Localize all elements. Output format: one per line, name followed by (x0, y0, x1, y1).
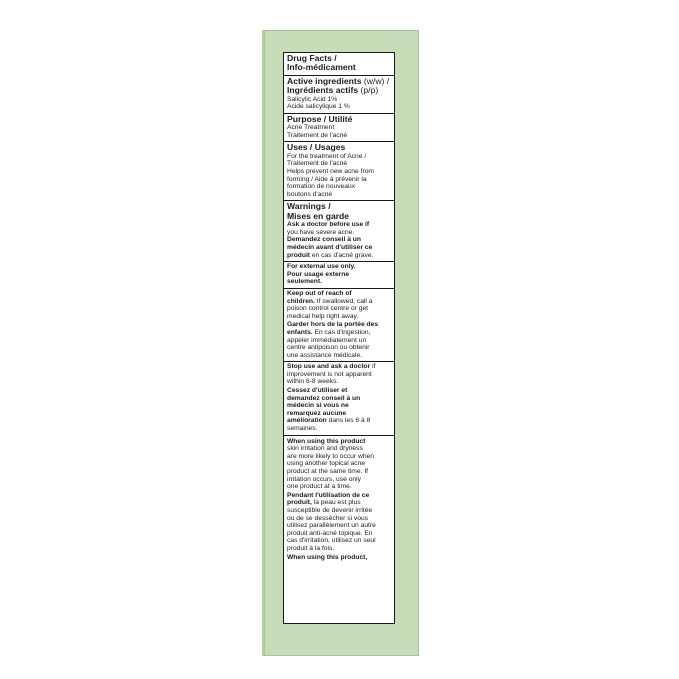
ask-doctor-en-text: you have severe acne. (287, 228, 355, 236)
drug-facts-panel (283, 52, 395, 624)
stop-use-en-bold: Stop use and ask a doctor (287, 363, 371, 371)
stop-use-fr-text-2: semaines. (287, 425, 318, 433)
active-ingredient-en: Salicylic Acid 1% (287, 95, 338, 103)
when-using-en-text: product at the same time. If (287, 468, 369, 475)
stop-use-fr-line (287, 417, 391, 425)
ask-doctor-fr-bold-3: produit (287, 251, 311, 259)
stop-use-fr-bold-3: médecin si vous ne (287, 402, 349, 410)
active-heading-fr (287, 86, 391, 95)
when-using-fr-bold: Pendant l'utilisation de ce (287, 491, 370, 499)
keep-out-en-line (287, 298, 391, 306)
keep-out-fr-line (287, 329, 391, 337)
warnings-ask-section (284, 201, 394, 262)
when-using-fr-text: utilisez parallèlement un autre (287, 522, 376, 530)
active-ingredient-fr: Acide salicylique 1 % (287, 103, 350, 111)
external-use-section (284, 262, 394, 289)
external-use-fr-2: seulement. (287, 278, 322, 286)
uses-heading: Uses / Usages (287, 142, 346, 153)
keep-out-fr-text-4: une assistance médicale. (287, 351, 363, 359)
active-heading-fr-unit: (p/p) (358, 85, 379, 96)
active-heading-en-unit: (w/w) / (361, 75, 390, 86)
when-using-fr-text: cas d'irritation, utilisez un seul (287, 537, 376, 545)
stop-use-en-text-2: improvement is not apparent (287, 370, 372, 378)
uses-line: Traitement de l'acné (287, 160, 348, 168)
uses-line: Helps prevent new acne from (287, 168, 374, 175)
keep-out-en-text-2: poison control centre or get (287, 305, 369, 313)
keep-out-fr-text-3: centre antipoison ou obtenir (287, 344, 370, 352)
keep-out-en-text: If swallowed, call a (314, 297, 373, 305)
uses-line: boutons d'acné (287, 190, 333, 198)
keep-out-fr-text-2: appeler immédiatement un (287, 336, 367, 344)
when-using-fr-line (287, 499, 391, 507)
when-using-fr-text: susceptible de devenir irritée (287, 506, 373, 514)
active-heading-en-bold: Active ingredients (287, 75, 362, 86)
when-using-en-text: are more likely to occur when (287, 452, 374, 460)
when-using-fr-text: produit à la fois. (287, 544, 335, 552)
when-using-section (284, 436, 394, 564)
when-using-fr-text: la peau est plus (311, 499, 361, 507)
keep-out-en-bold: Keep out of reach of (287, 289, 352, 297)
warnings-heading-fr: Mises en garde (287, 210, 350, 221)
uses-section (284, 142, 394, 201)
title-line-2: Info-médicament (287, 62, 356, 73)
stop-use-en-line (287, 363, 391, 371)
active-heading-fr-bold: Ingrédients actifs (287, 85, 359, 96)
purpose-section (284, 114, 394, 143)
stop-use-fr-bold-4: remarquez aucune (287, 409, 347, 417)
stop-use-section (284, 362, 394, 435)
keep-out-section (284, 289, 394, 362)
stop-use-en-text-3: within 6-8 weeks. (287, 378, 339, 386)
keep-out-en-bold-2: children. (287, 297, 315, 305)
purpose-fr: Traitement de l'acné (287, 131, 348, 139)
active-ingredients-section (284, 76, 394, 114)
when-using-en-text: skin irritation and dryness (287, 445, 363, 453)
warnings-heading-en: Warnings / (287, 201, 331, 212)
external-use-fr-1: Pour usage externe (287, 270, 350, 278)
uses-line: formation de nouveaux (287, 183, 356, 191)
keep-out-en-text-3: medical help right away. (287, 312, 359, 320)
uses-line: forming / Aide à prévenir la (287, 175, 367, 183)
when-using-en-text: irritation occurs, use only (287, 475, 361, 483)
ask-doctor-fr-line (287, 252, 391, 260)
keep-out-fr-bold-2: enfants. (287, 328, 313, 336)
stop-use-fr-bold-2: demandez conseil à un (287, 394, 361, 402)
purpose-heading: Purpose / Utilité (287, 113, 353, 124)
when-using-en-bold: When using this product (287, 437, 366, 445)
title-line-1: Drug Facts / (287, 53, 337, 63)
uses-line: For the treatment of Acne / (287, 152, 367, 160)
stop-use-fr-bold-5: amélioration (287, 417, 327, 425)
when-using-en-text: using another topical acne (287, 460, 366, 468)
ask-doctor-fr-text: en cas d'acné grave. (310, 251, 374, 259)
ask-doctor-fr-bold-1: Demandez conseil à un (287, 236, 361, 244)
ask-doctor-en-bold: Ask a doctor before use if (287, 221, 370, 229)
ask-doctor-fr-bold-2: médecin avant d'utiliser ce (287, 243, 373, 251)
when-using-en-text: one product at a time. (287, 483, 352, 491)
keep-out-fr-bold: Garder hors de la portée des (287, 321, 379, 329)
when-using-fr-text: produit anti-acné topique. En (287, 529, 373, 537)
keep-out-fr-text: En cas d'ingestion, (312, 328, 371, 336)
stop-use-en-text: if (370, 363, 376, 371)
when-using-repeat-bold: When using this product, (287, 553, 368, 561)
stop-use-fr-text: dans les 6 à 8 (326, 417, 371, 425)
drug-facts-title (284, 53, 394, 76)
stop-use-fr-bold-1: Cessez d'utiliser et (287, 387, 348, 395)
purpose-en: Acne Treatment (287, 124, 335, 132)
external-use-en: For external use only. (287, 263, 356, 271)
when-using-fr-bold-2: produit, (287, 499, 312, 507)
when-using-fr-text: ou de se dessécher si vous (287, 514, 369, 522)
